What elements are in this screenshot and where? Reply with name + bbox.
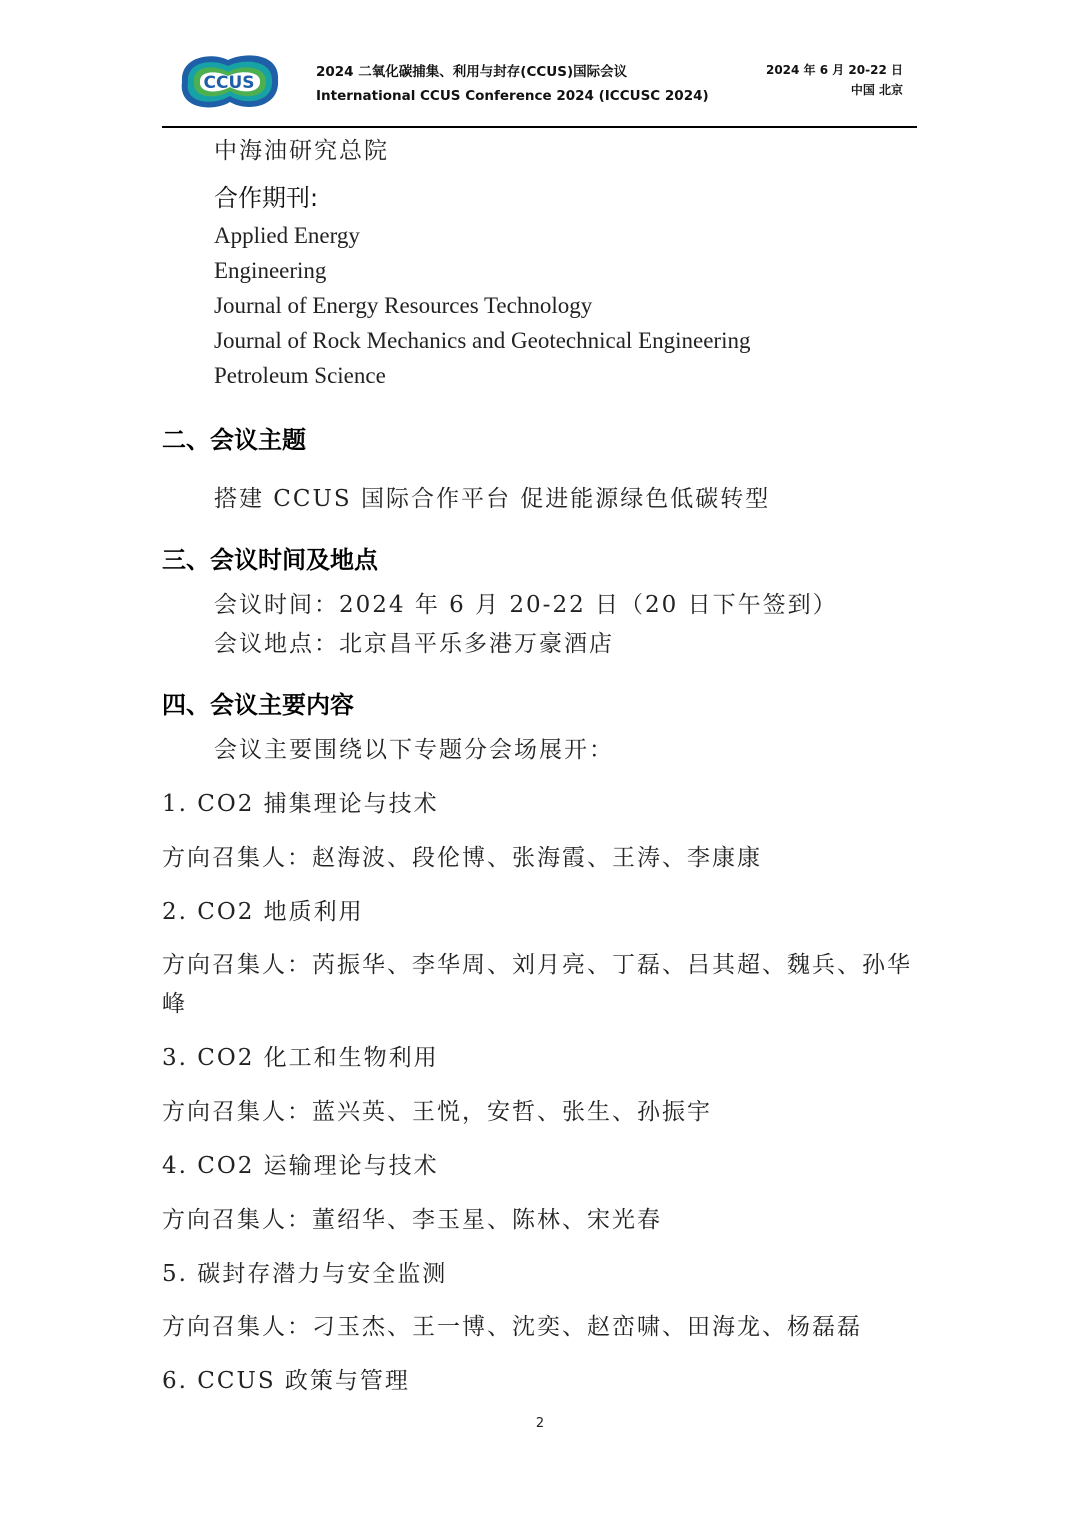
journals-heading: 合作期刊: <box>214 184 319 212</box>
journal-item: Applied Energy <box>214 223 360 248</box>
topic-title: 6. CCUS 政策与管理 <box>162 1368 410 1394</box>
topic-title: 5. 碳封存潜力与安全监测 <box>162 1261 448 1287</box>
content-intro: 会议主要围绕以下专题分会场展开： <box>214 737 614 763</box>
journal-item: Journal of Energy Resources Technology <box>214 293 593 318</box>
page-header <box>162 40 917 126</box>
section-heading-content: 四、会议主要内容 <box>162 691 354 719</box>
topic-conveners: 方向召集人：芮振华、李华周、刘月亮、丁磊、吕其超、魏兵、孙华 <box>162 952 912 978</box>
topic-title: 1. CO2 捕集理论与技术 <box>162 791 439 817</box>
topic-title: 2. CO2 地质利用 <box>162 899 364 925</box>
topic-conveners: 方向召集人：蓝兴英、王悦，安哲、张生、孙振宇 <box>162 1099 712 1125</box>
conference-location: 中国 北京 <box>850 83 903 97</box>
journal-item: Journal of Rock Mechanics and Geotechnical Engineering <box>214 328 751 353</box>
journal-item: Engineering <box>214 258 327 283</box>
conference-date: 2024 年 6 月 20-22 日 <box>765 63 903 77</box>
topic-title: 3. CO2 化工和生物利用 <box>162 1045 439 1071</box>
section-heading-time-place: 三、会议时间及地点 <box>162 546 378 574</box>
meeting-time: 会议时间：2024 年 6 月 20-22 日（20 日下午签到） <box>214 592 838 618</box>
topic-conveners: 方向召集人：刁玉杰、王一博、沈奕、赵峦啸、田海龙、杨磊磊 <box>162 1314 862 1340</box>
page-number: 2 <box>535 1416 545 1431</box>
conference-title-cn: 2024 二氧化碳捕集、利用与封存(CCUS)国际会议 <box>316 64 628 80</box>
conference-title-en: International CCUS Conference 2024 (ICCUSC 2024) <box>316 88 709 104</box>
theme-text: 搭建 CCUS 国际合作平台 促进能源绿色低碳转型 <box>214 486 771 512</box>
journal-item: Petroleum Science <box>214 363 386 388</box>
section-heading-theme: 二、会议主题 <box>162 426 306 454</box>
meeting-place: 会议地点：北京昌平乐多港万豪酒店 <box>214 631 614 657</box>
topic-conveners: 方向召集人：赵海波、段伦博、张海霞、王涛、李康康 <box>162 845 762 871</box>
logo-text: CCUS <box>203 73 255 93</box>
topic-conveners-continued: 峰 <box>162 991 187 1017</box>
header-rule <box>162 126 917 128</box>
organizer-line: 中海油研究总院 <box>214 138 389 164</box>
topic-title: 4. CO2 运输理论与技术 <box>162 1153 439 1179</box>
conference-date-location <box>766 60 903 100</box>
ccus-logo <box>172 44 286 118</box>
conference-title <box>316 60 709 108</box>
topic-conveners: 方向召集人：董绍华、李玉星、陈林、宋光春 <box>162 1207 662 1233</box>
